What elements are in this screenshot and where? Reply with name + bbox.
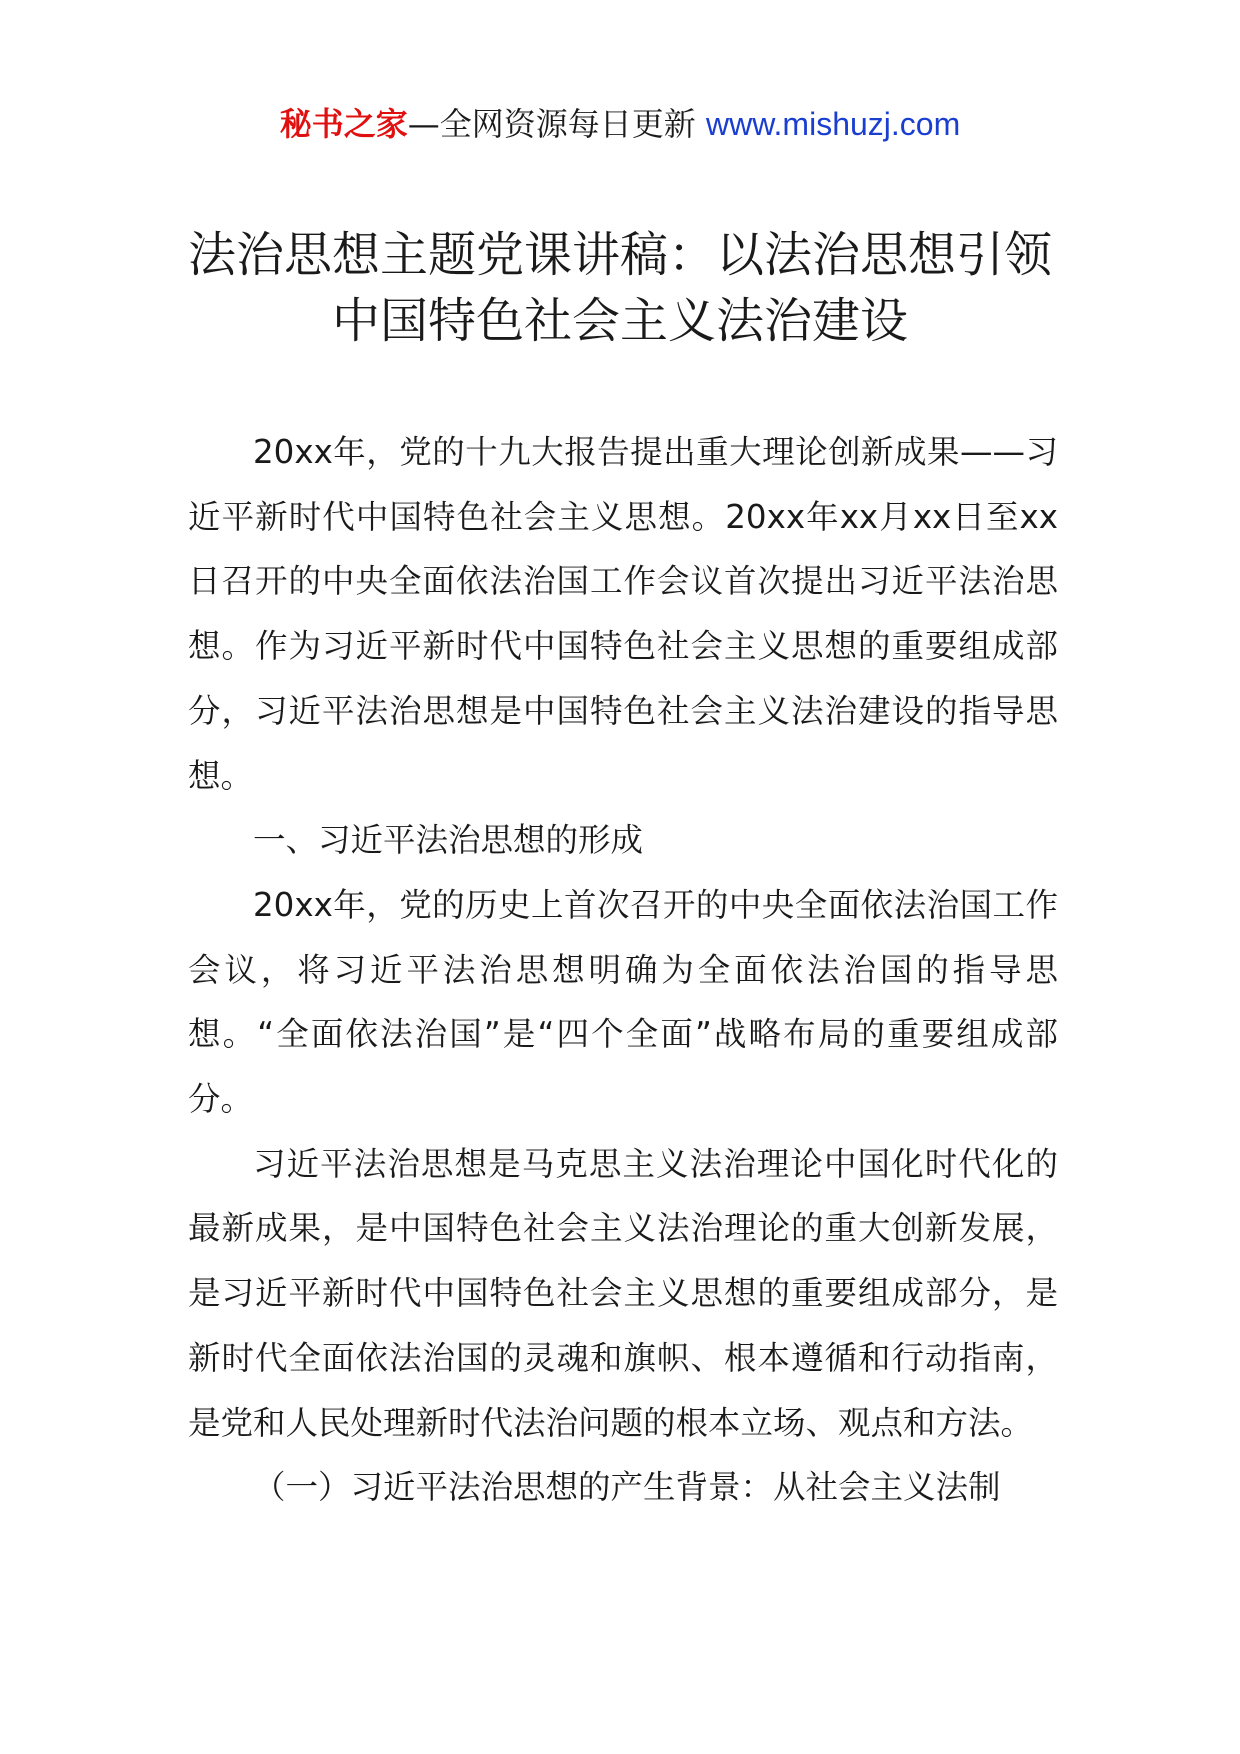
- subsection-heading-1: （一）习近平法治思想的产生背景：从社会主义法制: [253, 1468, 1001, 1507]
- paragraph-intro: 20xx年，党的十九大报告提出重大理论创新成果——习近平新时代中国特色社会主义思想。20xx年xx月xx日至xx日召开的中央全面依法治国工作会议首次提出习近平法治思想。作为习近平新时代中国特色社会主义思想的重要组成部分，习近平法治思想是中国特色社会主义法治建设的指导思想。: [188, 433, 1058, 795]
- brand-name: 秘书之家: [279, 105, 408, 143]
- section-heading-1: 一、习近平法治思想的形成: [253, 821, 644, 860]
- paragraph-formation: 20xx年，党的历史上首次召开的中央全面依法治国工作会议，将习近平法治思想明确为全面依法治国的指导思想。“全面依法治国”是“四个全面”战略布局的重要组成部分。: [188, 885, 1058, 1119]
- title-line-2: 中国特色社会主义法治建设: [331, 293, 908, 349]
- document-body: [188, 420, 1058, 1520]
- document-title: [150, 222, 1090, 354]
- paragraph-significance: 习近平法治思想是马克思主义法治理论中国化时代化的最新成果，是中国特色社会主义法治理论的重大创新发展，是习近平新时代中国特色社会主义思想的重要组成部分，是新时代全面依法治国的灵魂和旗帜、根本遵循和行动指南，是党和人民处理新时代法治问题的根本立场、观点和方法。: [188, 1144, 1058, 1442]
- site-url-link[interactable]: www.mishuzj.com: [705, 106, 961, 142]
- site-header: [0, 100, 1240, 148]
- title-line-1: 法治思想主题党课讲稿：以法治思想引领: [187, 227, 1052, 283]
- header-tagline: —全网资源每日更新: [407, 105, 706, 143]
